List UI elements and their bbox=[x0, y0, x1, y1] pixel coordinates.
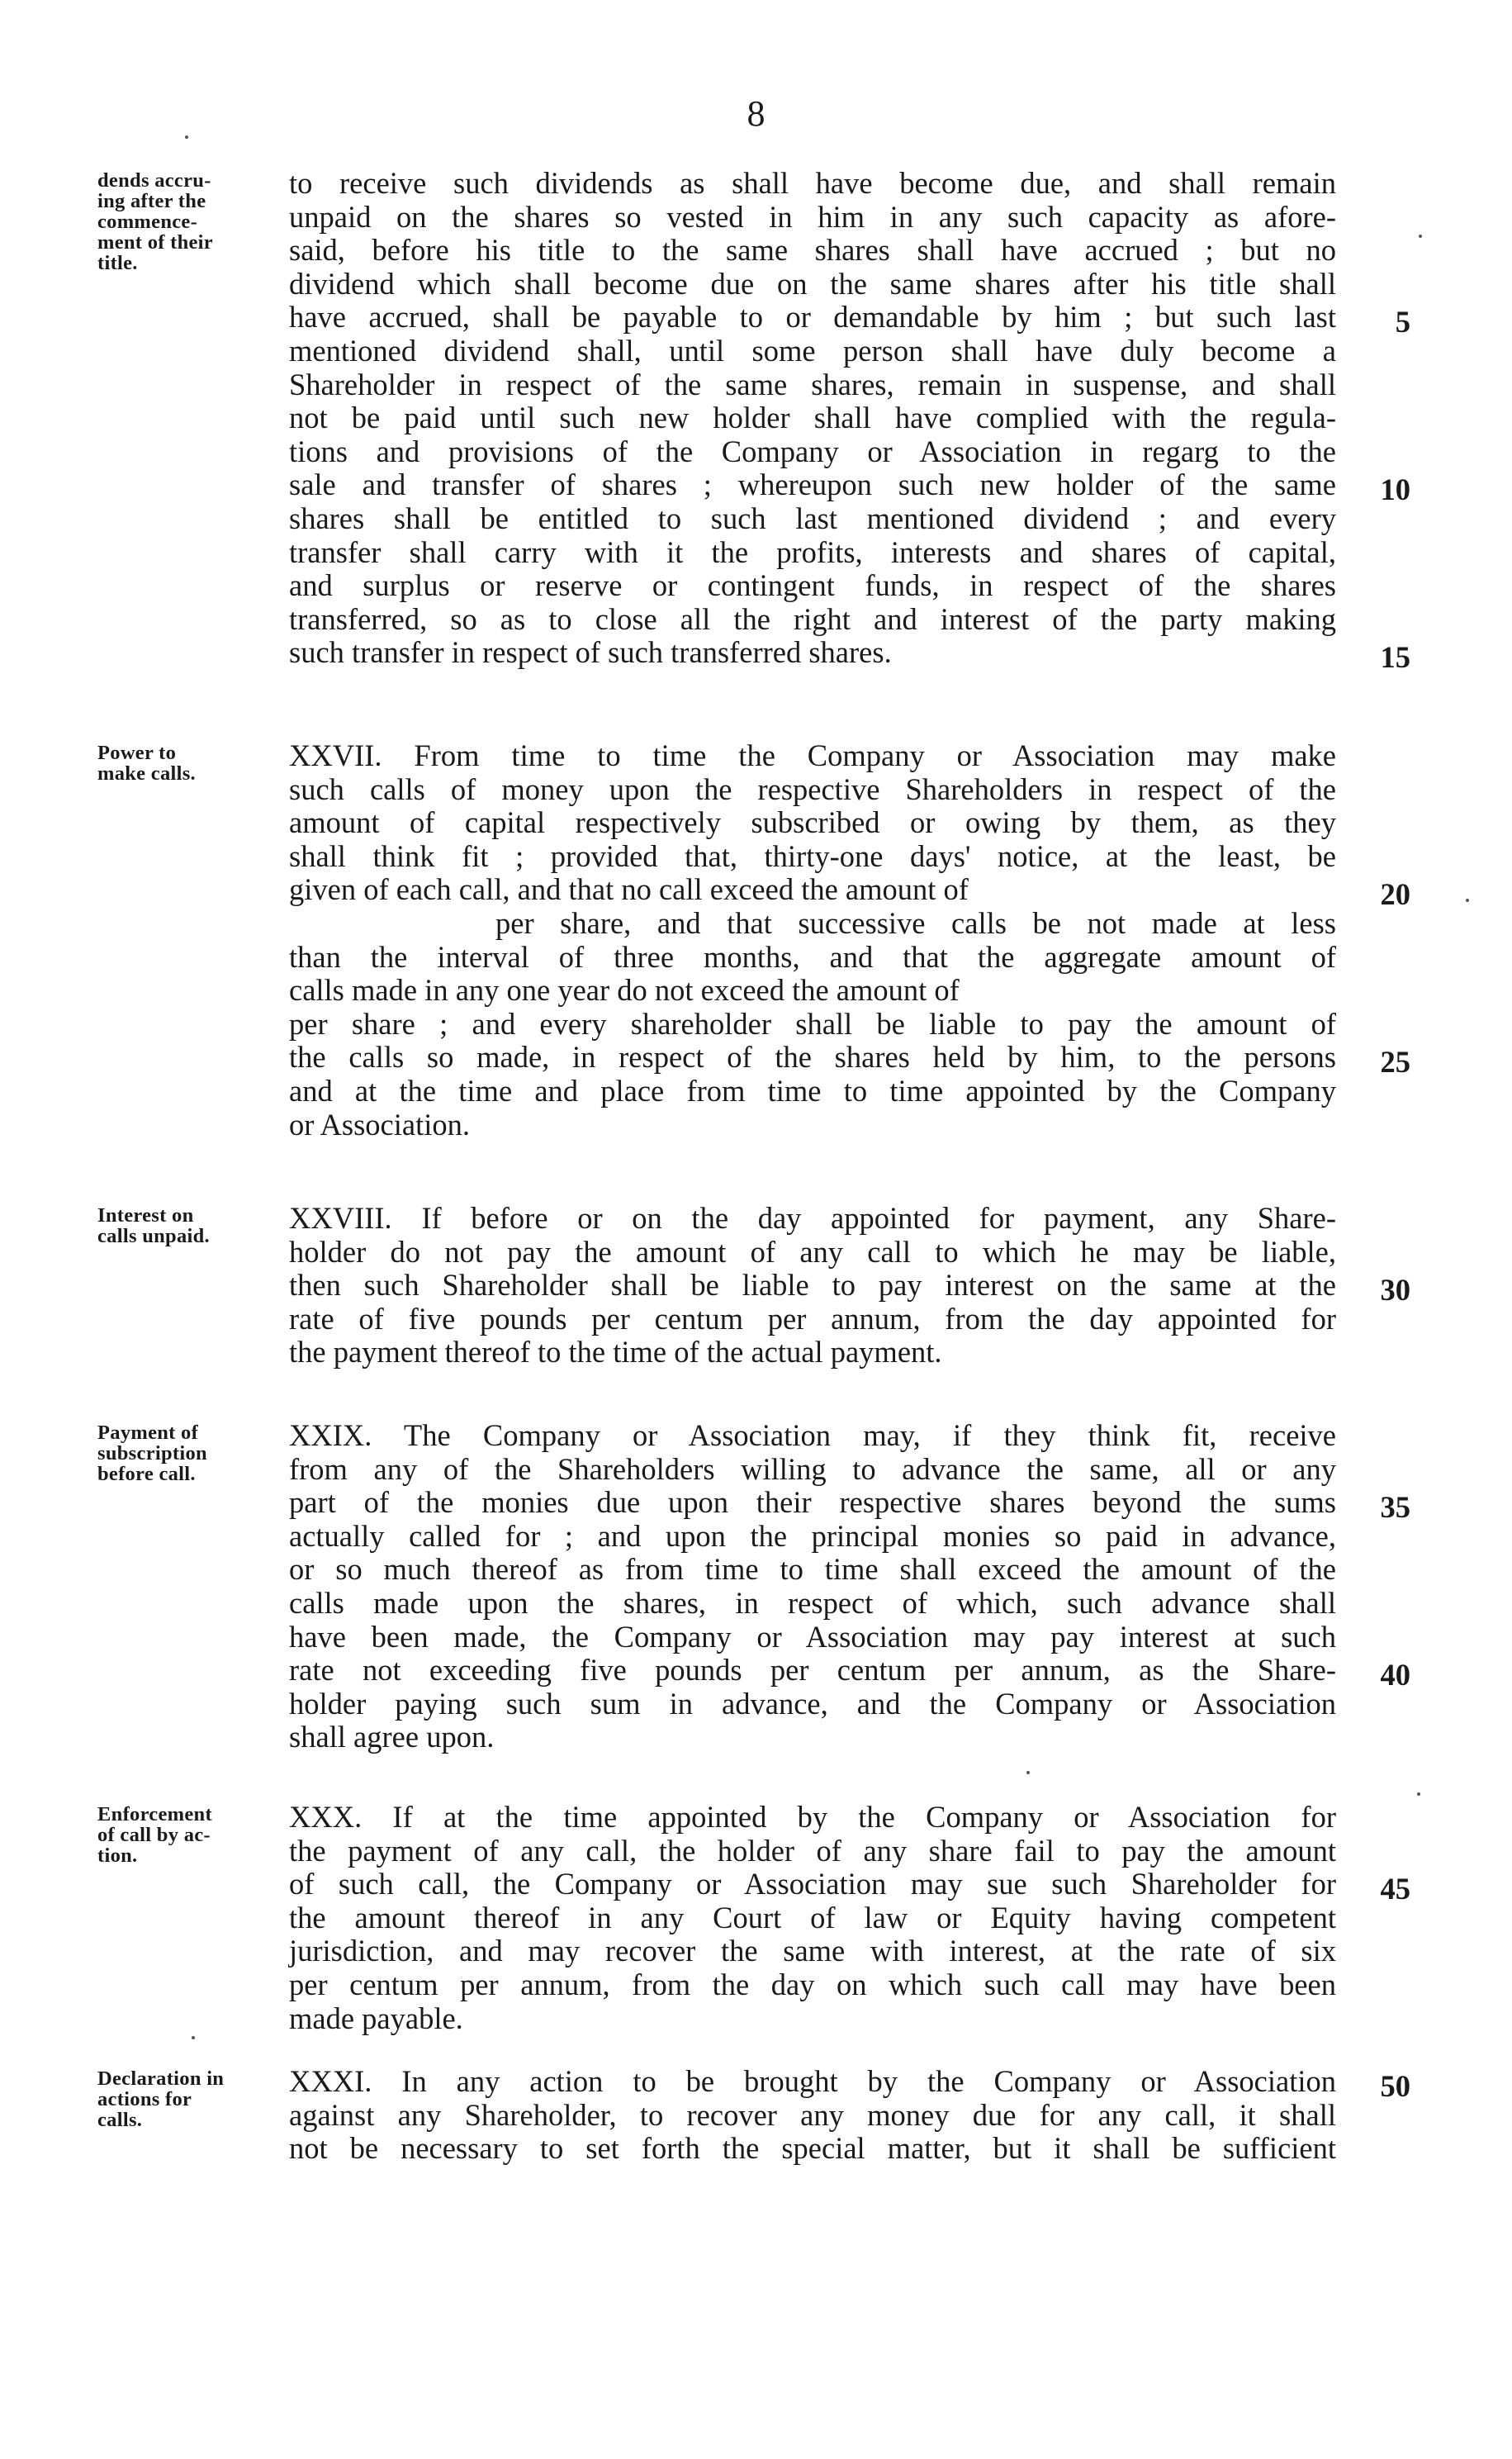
text-line: from any of the Shareholders willing to advance the same, all or any bbox=[289, 1452, 1336, 1486]
line-number: 15 bbox=[1380, 640, 1410, 674]
line-number: 30 bbox=[1380, 1273, 1410, 1307]
text-line: rate not exceeding five pounds per centum per annum, as the Share- bbox=[289, 1653, 1336, 1687]
text-line: or Association. bbox=[289, 1108, 470, 1142]
text-line: than the interval of three months, and that the aggregate amount of bbox=[289, 940, 1336, 974]
text-line: holder do not pay the amount of any call to which he may be liable, bbox=[289, 1235, 1336, 1269]
text-line: not be necessary to set forth the special matter, but it shall be sufficient bbox=[289, 2131, 1336, 2165]
text-line: against any Shareholder, to recover any money due for any call, it shall bbox=[289, 2098, 1336, 2132]
text-line: and surplus or reserve or contingent funds, in respect of the shares bbox=[289, 568, 1336, 602]
margin-note: Declaration in actions for calls. bbox=[97, 2067, 225, 2131]
line-number: 50 bbox=[1380, 2069, 1410, 2103]
margin-note: Payment of subscription before call. bbox=[97, 1422, 207, 1485]
text-line: rate of five pounds per centum per annum, from the day appointed for bbox=[289, 1302, 1336, 1336]
text-line: calls made in any one year do not exceed the amount of bbox=[289, 973, 960, 1007]
text-line: such transfer in respect of such transferred shares. bbox=[289, 635, 892, 669]
text-line: have accrued, shall be payable to or demandable by him ; but such last bbox=[289, 300, 1336, 334]
text-line: calls made upon the shares, in respect of which, such advance shall bbox=[289, 1586, 1336, 1620]
text-line: XXVIII. If before or on the day appointed for payment, any Share- bbox=[289, 1201, 1336, 1235]
text-line: jurisdiction, and may recover the same with interest, at the rate of six bbox=[289, 1934, 1336, 1968]
text-line: per share, and that successive calls be not made at less bbox=[495, 906, 1336, 940]
print-speck bbox=[1026, 1771, 1030, 1774]
text-line: XXVII. From time to time the Company or Association may make bbox=[289, 738, 1336, 772]
text-line: Shareholder in respect of the same shares, remain in suspense, and shall bbox=[289, 368, 1336, 401]
text-line: to receive such dividends as shall have become due, and shall remain bbox=[289, 166, 1336, 200]
page-number: 8 bbox=[747, 93, 765, 134]
text-line: not be paid until such new holder shall have complied with the regula- bbox=[289, 401, 1336, 434]
text-line: have been made, the Company or Association may pay interest at such bbox=[289, 1620, 1336, 1654]
text-line: said, before his title to the same shares shall have accrued ; but no bbox=[289, 233, 1336, 267]
text-line: unpaid on the shares so vested in him in any such capacity as afore- bbox=[289, 200, 1336, 234]
line-number: 45 bbox=[1380, 1872, 1410, 1906]
text-line: such calls of money upon the respective Shareholders in respect of the bbox=[289, 772, 1336, 806]
text-line: transferred, so as to close all the right and interest of the party making bbox=[289, 602, 1336, 636]
line-number: 20 bbox=[1380, 877, 1410, 911]
margin-note: Power to make calls. bbox=[97, 742, 196, 785]
text-line: of such call, the Company or Association may sue such Shareholder for bbox=[289, 1867, 1336, 1901]
text-line: part of the monies due upon their respective shares beyond the sums bbox=[289, 1485, 1336, 1519]
print-speck bbox=[1419, 235, 1422, 238]
text-line: mentioned dividend shall, until some person shall have duly become a bbox=[289, 334, 1336, 368]
margin-note: Enforcement of call by ac- tion. bbox=[97, 1803, 212, 1867]
margin-note: dends accru- ing after the commence- ment of their title. bbox=[97, 169, 213, 274]
text-line: XXXI. In any action to be brought by the Company or Association bbox=[289, 2064, 1336, 2098]
text-line: XXX. If at the time appointed by the Company or Association for bbox=[289, 1800, 1336, 1834]
text-line: the payment of any call, the holder of any share fail to pay the amount bbox=[289, 1834, 1336, 1868]
text-line: tions and provisions of the Company or Association in regarg to the bbox=[289, 434, 1336, 468]
text-line: the payment thereof to the time of the actual payment. bbox=[289, 1335, 942, 1369]
text-line: transfer shall carry with it the profits, interests and shares of capital, bbox=[289, 535, 1336, 569]
text-line: made payable. bbox=[289, 2001, 463, 2035]
text-line: shall agree upon. bbox=[289, 1720, 495, 1754]
line-number: 35 bbox=[1380, 1490, 1410, 1524]
text-line: amount of capital respectively subscribed or owing by them, as they bbox=[289, 805, 1336, 839]
text-line: per centum per annum, from the day on which such call may have been bbox=[289, 1968, 1336, 2001]
text-line: shall think fit ; provided that, thirty-one days' notice, at the least, be bbox=[289, 839, 1336, 873]
text-line: shares shall be entitled to such last mentioned dividend ; and every bbox=[289, 501, 1336, 535]
text-line: actually called for ; and upon the principal monies so paid in advance, bbox=[289, 1519, 1336, 1553]
text-line: the amount thereof in any Court of law or Equity having competent bbox=[289, 1901, 1336, 1934]
print-speck bbox=[1417, 1792, 1420, 1796]
text-line: or so much thereof as from time to time shall exceed the amount of the bbox=[289, 1552, 1336, 1586]
print-speck bbox=[1466, 899, 1469, 902]
text-line: holder paying such sum in advance, and the Company or Association bbox=[289, 1687, 1336, 1721]
line-number: 5 bbox=[1395, 305, 1410, 339]
text-line: dividend which shall become due on the same shares after his title shall bbox=[289, 267, 1336, 301]
line-number: 10 bbox=[1380, 472, 1410, 506]
print-speck bbox=[192, 2036, 195, 2039]
text-line: and at the time and place from time to time appointed by the Company bbox=[289, 1074, 1336, 1108]
text-line: given of each call, and that no call exceed the amount of bbox=[289, 872, 969, 906]
margin-note: Interest on calls unpaid. bbox=[97, 1204, 210, 1247]
line-number: 25 bbox=[1380, 1045, 1410, 1079]
text-line: per share ; and every shareholder shall be liable to pay the amount of bbox=[289, 1007, 1336, 1041]
text-line: then such Shareholder shall be liable to pay interest on the same at the bbox=[289, 1268, 1336, 1302]
print-speck bbox=[185, 135, 188, 139]
line-number: 40 bbox=[1380, 1658, 1410, 1692]
text-line: sale and transfer of shares ; whereupon such new holder of the same bbox=[289, 468, 1336, 501]
text-line: the calls so made, in respect of the shares held by him, to the persons bbox=[289, 1040, 1336, 1074]
text-line: XXIX. The Company or Association may, if they think fit, receive bbox=[289, 1418, 1336, 1452]
